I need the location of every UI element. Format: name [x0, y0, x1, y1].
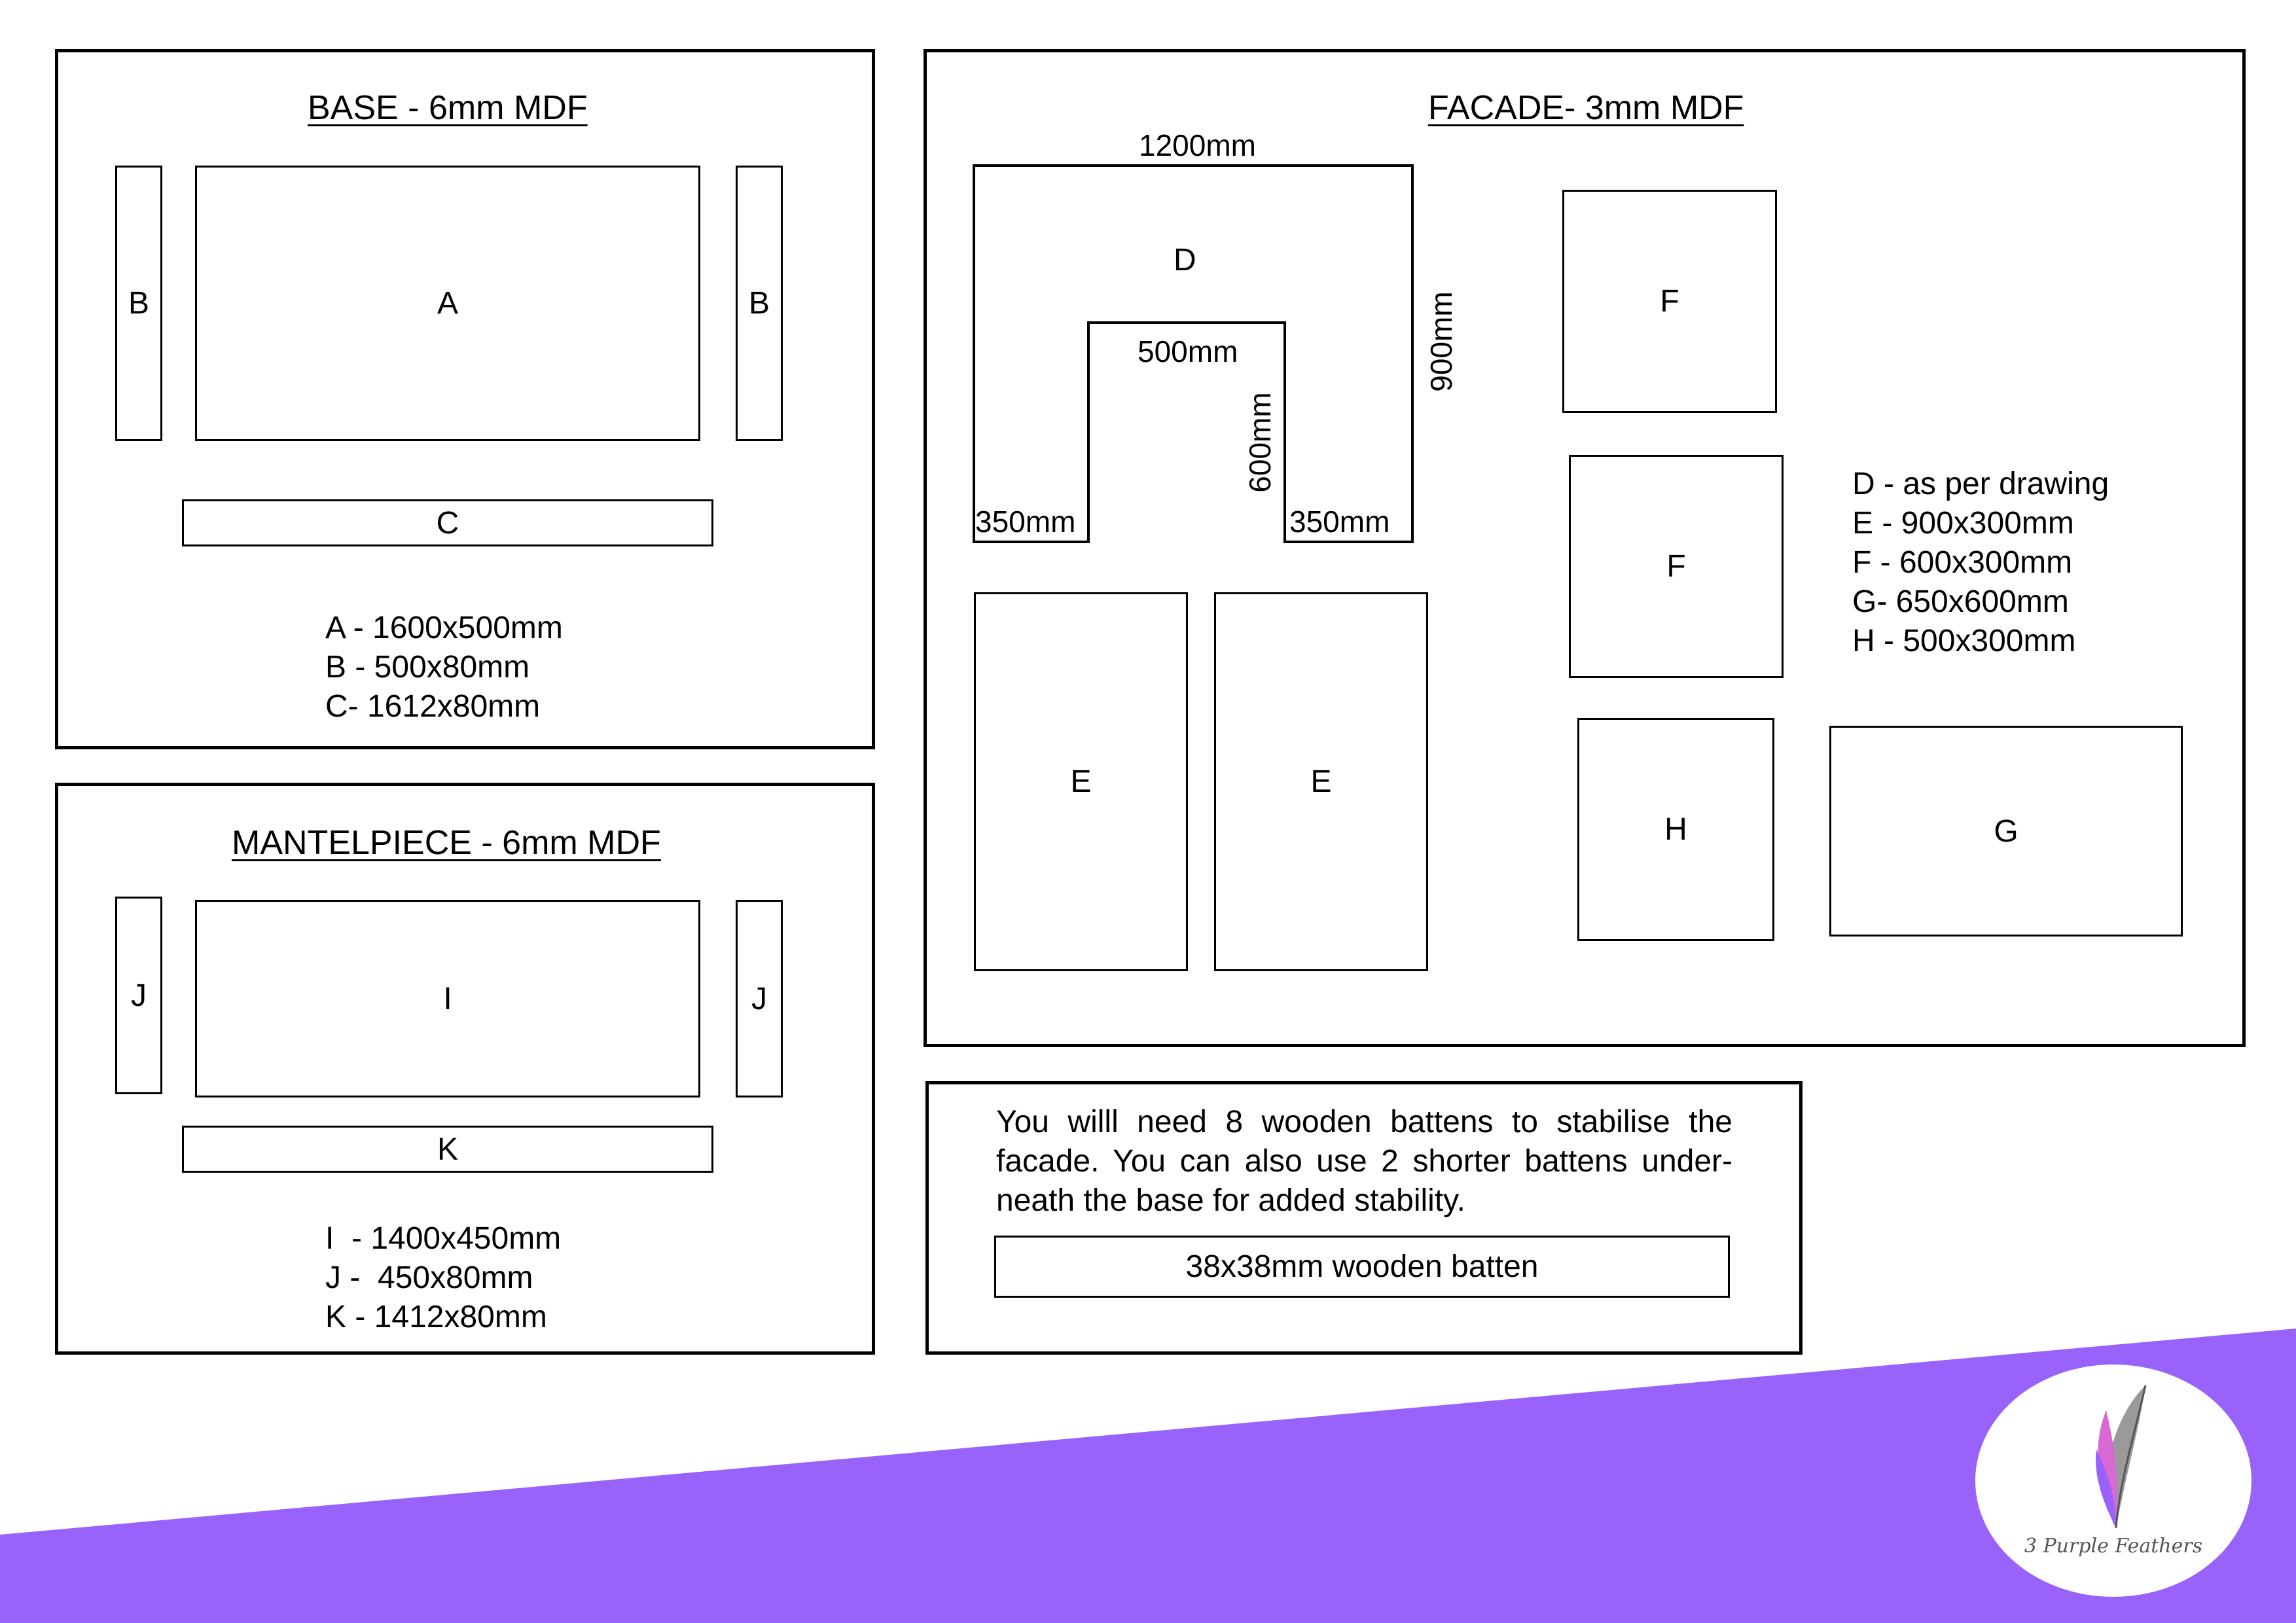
base-dim-b: B - 500x80mm [325, 650, 530, 685]
facade-part-e-2: E [1214, 592, 1428, 971]
base-part-a: A [195, 166, 700, 441]
facade-dim-e: E - 900x300mm [1852, 506, 2074, 541]
facade-d-label: D [1174, 243, 1196, 277]
facade-d-height-label: 900mm [1424, 291, 1458, 392]
feather-icon [2054, 1378, 2172, 1535]
facade-part-f-2: F [1569, 455, 1784, 678]
facade-part-f-1: F [1562, 190, 1777, 413]
base-dim-a: A - 1600x500mm [325, 611, 563, 645]
mantel-dim-j: J - 450x80mm [325, 1260, 533, 1295]
facade-dim-h: H - 500x300mm [1852, 624, 2076, 658]
mantelpiece-title: MANTELPIECE - 6mm MDF [232, 824, 661, 862]
mantel-part-i: I [195, 900, 700, 1097]
logo-badge [1975, 1364, 2251, 1597]
facade-part-g: G [1829, 726, 2183, 936]
facade-dimension-list [1852, 465, 2109, 661]
mantel-part-j-right: J [736, 900, 783, 1097]
mantel-part-k: K [182, 1126, 713, 1173]
battens-note: You willl need 8 wooden battens to stabilise the facade. You can also use 2 shorter battens under-neath the base for added stability. [996, 1105, 1732, 1218]
mantel-dimension-list [325, 1219, 561, 1337]
base-dimension-list [325, 609, 563, 726]
facade-title: FACADE- 3mm MDF [1428, 89, 1744, 127]
facade-d-left-leg-label: 350mm [975, 505, 1076, 539]
batten-diagram: 38x38mm wooden batten [994, 1236, 1730, 1298]
facade-d-inner-width-label: 500mm [1138, 334, 1238, 368]
base-dim-c: C- 1612x80mm [325, 689, 541, 724]
facade-d-inner-height-label: 600mm [1243, 392, 1277, 493]
facade-part-e-1: E [974, 592, 1188, 971]
mantel-part-j-left: J [115, 897, 162, 1094]
logo-text: 3 Purple Feathers [2024, 1535, 2203, 1558]
facade-dim-d: D - as per drawing [1852, 467, 2109, 501]
base-part-c: C [182, 499, 713, 546]
base-part-b-left: B [115, 166, 162, 441]
facade-part-h: H [1577, 718, 1774, 941]
facade-dim-f: F - 600x300mm [1852, 545, 2073, 580]
base-title: BASE - 6mm MDF [308, 89, 588, 127]
mantel-dim-i: I - 1400x450mm [325, 1221, 562, 1256]
facade-d-right-leg-label: 350mm [1289, 505, 1390, 539]
facade-dim-g: G- 650x600mm [1852, 584, 2069, 619]
mantel-dim-k: K - 1412x80mm [325, 1300, 547, 1334]
facade-d-width-label: 1200mm [1139, 128, 1256, 162]
base-part-b-right: B [736, 166, 783, 441]
